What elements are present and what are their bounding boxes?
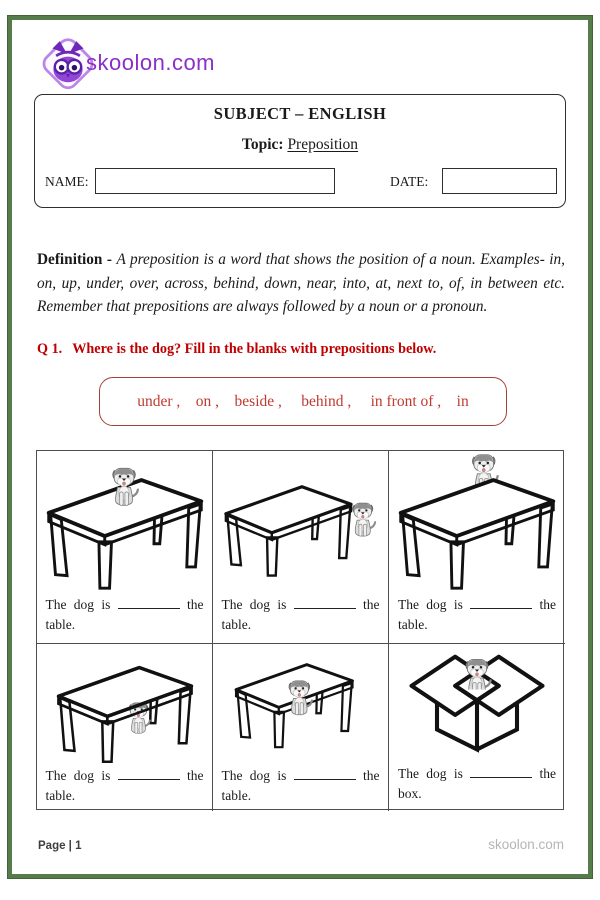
sentence-suffix: the xyxy=(539,766,556,781)
sentence-prefix: The dog is xyxy=(398,766,463,781)
preposition-blank[interactable] xyxy=(294,596,356,608)
sentence xyxy=(398,595,556,636)
scene-dog-on-table xyxy=(42,451,208,595)
scene-dog-under-table xyxy=(45,644,205,766)
footer-watermark: skoolon.com xyxy=(488,837,564,852)
sentence-object: box. xyxy=(398,786,422,802)
sentence-prefix: The dog is xyxy=(221,596,287,612)
question-number: Q 1. xyxy=(37,341,63,357)
table-icon xyxy=(401,480,554,588)
preposition-blank[interactable] xyxy=(470,766,532,778)
scene-dog-behind-table xyxy=(394,451,560,595)
topic-line xyxy=(35,136,565,154)
exercise-grid xyxy=(36,450,564,810)
brand-name: skoolon.com xyxy=(86,50,216,75)
sentence-prefix: The dog is xyxy=(45,596,111,612)
exercise-cell-2 xyxy=(213,451,389,644)
preposition-word-bank xyxy=(99,377,507,426)
sentence-object: table. xyxy=(398,616,428,632)
sentence-suffix: the xyxy=(363,768,380,783)
name-input[interactable] xyxy=(95,168,335,194)
table-icon xyxy=(58,668,191,762)
sentence-suffix: the xyxy=(187,596,204,612)
exercise-cell-5 xyxy=(213,644,389,811)
sentence-prefix: The dog is xyxy=(45,768,111,783)
sentence-suffix: the xyxy=(187,768,204,783)
sentence xyxy=(222,595,380,636)
date-label: DATE: xyxy=(390,174,429,189)
scene-dog-in-front-of-table xyxy=(221,644,381,766)
sentence-object: table. xyxy=(221,788,252,804)
scene-dog-beside-table xyxy=(218,451,384,595)
sentence-object: table. xyxy=(45,788,76,804)
sentence xyxy=(46,766,204,807)
preposition-blank[interactable] xyxy=(118,596,180,608)
exercise-cell-6 xyxy=(389,644,565,811)
question-1-heading xyxy=(37,341,565,358)
definition-text: A preposition is a word that shows the position of a noun. Examples- in, on, up, under, over, across, behind, down, near, into, at, next to, of, in between etc. Remember that prepositions are always followed by a noun or a pronoun. xyxy=(37,251,565,315)
definition-label: Definition - xyxy=(37,251,117,269)
preposition-blank[interactable] xyxy=(294,768,356,780)
sentence xyxy=(398,764,556,805)
page-number: Page | 1 xyxy=(38,840,82,852)
question-prompt: Where is the dog? Fill in the blanks with prepositions below. xyxy=(72,341,437,357)
subject-title: SUBJECT – ENGLISH xyxy=(213,104,387,123)
topic-label: Topic: xyxy=(241,136,284,153)
preposition-blank[interactable] xyxy=(118,768,180,780)
sentence-object: table. xyxy=(221,616,252,632)
exercise-cell-3 xyxy=(389,451,565,644)
definition-paragraph xyxy=(37,248,565,318)
sentence-prefix: The dog is xyxy=(221,768,287,783)
worksheet-header-box xyxy=(34,94,566,208)
sentence xyxy=(46,595,204,636)
exercise-cell-4 xyxy=(37,644,213,811)
date-input[interactable] xyxy=(442,168,557,194)
table-icon xyxy=(225,487,350,576)
sentence-suffix: the xyxy=(363,596,380,612)
scene-dog-in-box xyxy=(397,644,557,764)
exercise-cell-1 xyxy=(37,451,213,644)
name-date-row xyxy=(35,168,565,198)
sentence-suffix: the xyxy=(539,596,556,612)
sentence-prefix: The dog is xyxy=(398,596,463,612)
dog-icon xyxy=(352,503,374,536)
sentence xyxy=(222,766,380,807)
sentence-object: table. xyxy=(45,616,76,632)
topic-value: Preposition xyxy=(287,136,359,153)
name-label: NAME: xyxy=(45,174,89,189)
word-bank-words: under , on , beside , behind , in front of , in xyxy=(137,392,469,410)
preposition-blank[interactable] xyxy=(470,596,532,608)
